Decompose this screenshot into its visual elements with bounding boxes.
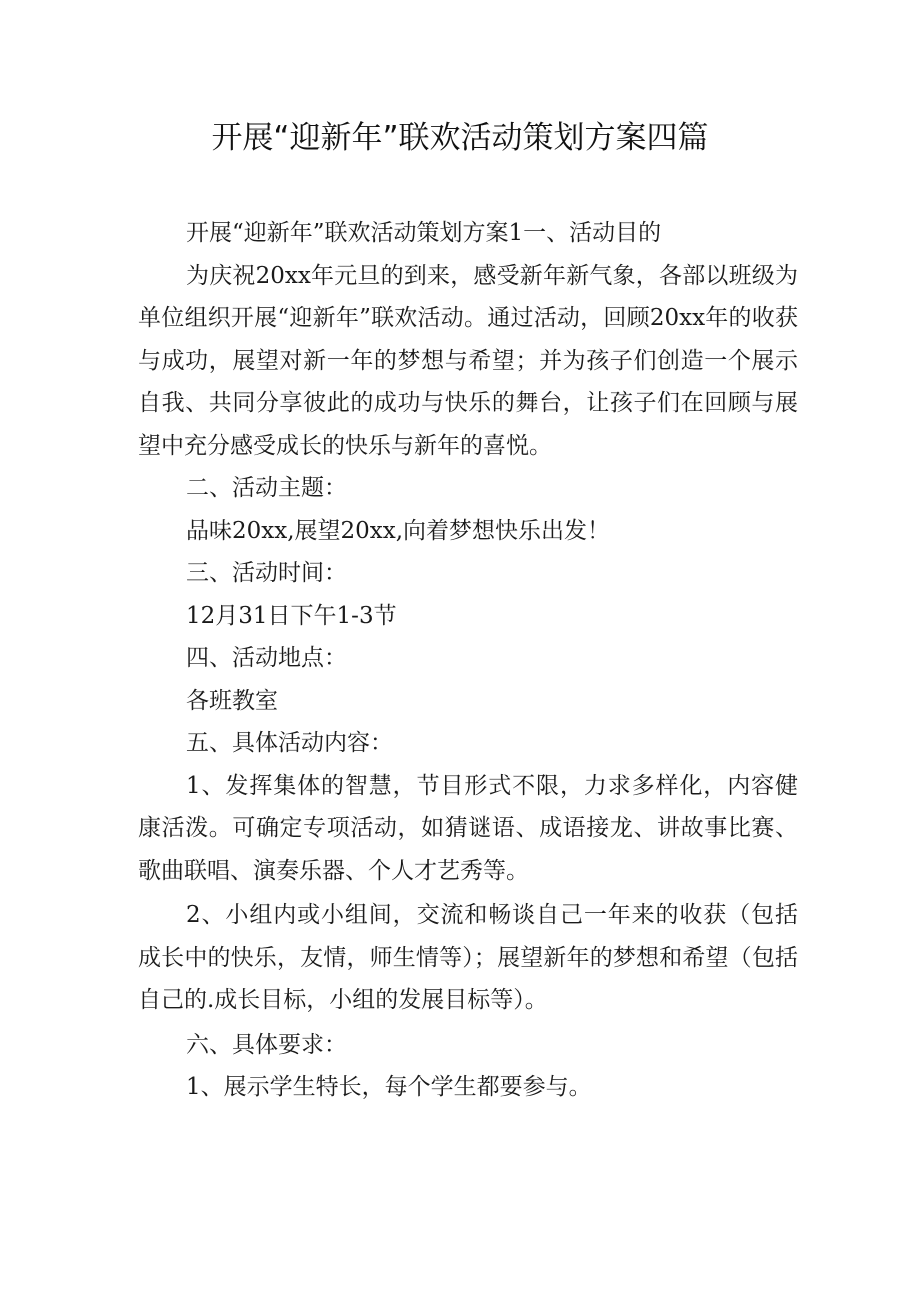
paragraph-requirement-1: 1、展示学生特长，每个学生都要参与。 <box>186 1074 592 1100</box>
paragraph-content-1: 1、发挥集体的智慧，节目形式不限，力求多样化，内容健康活泼。可确定专项活动，如猜谜语、成语接龙、讲故事比赛、歌曲联唱、演奏乐器、个人才艺秀等。 <box>138 772 798 884</box>
heading-requirements: 六、具体要求： <box>186 1031 347 1058</box>
paragraph-time: 12月31日下午1-3节 <box>186 602 397 629</box>
heading-theme: 二、活动主题： <box>186 475 347 501</box>
paragraph-theme: 品味20xx,展望20xx,向着梦想快乐出发！ <box>186 517 611 544</box>
heading-content: 五、具体活动内容： <box>186 730 393 756</box>
paragraph-intro: 开展“迎新年”联欢活动策划方案1一、活动目的 <box>186 220 662 246</box>
paragraph-purpose: 为庆祝20xx年元旦的到来，感受新年新气象，各部以班级为单位组织开展“迎新年”联欢活动。通过活动，回顾20xx年的收获与成功，展望对新一年的梦想与希望；并为孩子们创造一个展示自我、共同分享彼此的成功与快乐的舞台，让孩子们在回顾与展望中充分感受成长的快乐与新年的喜悦。 <box>138 262 798 459</box>
document-body <box>138 212 798 1109</box>
heading-time: 三、活动时间： <box>186 560 347 586</box>
paragraph-location: 各班教室 <box>186 687 278 714</box>
paragraph-content-2: 2、小组内或小组间，交流和畅谈自己一年来的收获（包括成长中的快乐，友情，师生情等）；展望新年的梦想和希望（包括自己的.成长目标，小组的发展目标等）。 <box>138 902 798 1013</box>
heading-location: 四、活动地点： <box>186 645 347 671</box>
document-title: 开展“迎新年”联欢活动策划方案四篇 <box>211 120 709 156</box>
